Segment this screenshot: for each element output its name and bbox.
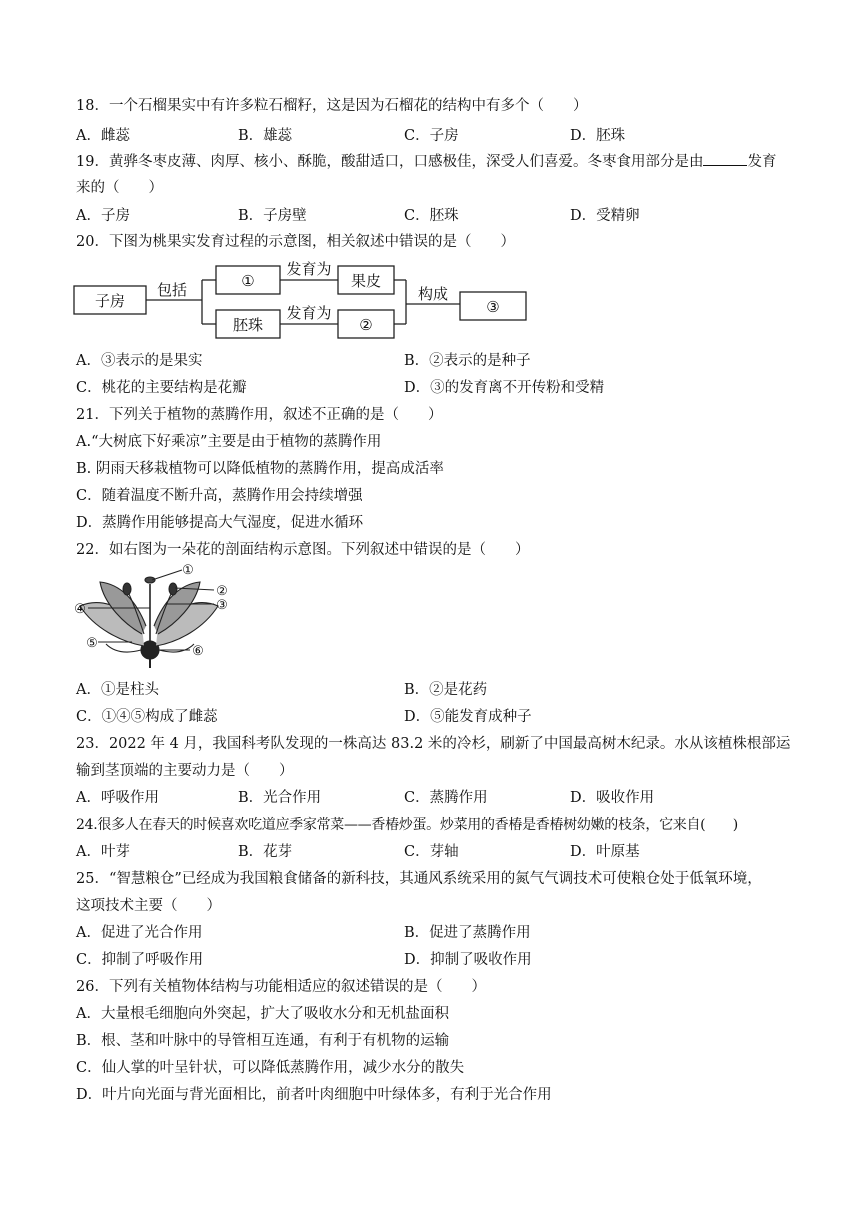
flower-label-5: ⑤ [86, 636, 98, 651]
q19-option-b: B．子房壁 [238, 208, 307, 224]
q18-option-c: C．子房 [404, 128, 459, 144]
develop-label-2: 发育为 [286, 304, 332, 322]
q22-option-a: A．①是柱头 [76, 682, 159, 698]
ovary-label: 子房 [94, 292, 126, 310]
q20-option-d: D．③的发育离不开传粉和受精 [404, 380, 605, 396]
ovule-label: 胚珠 [232, 316, 264, 334]
q19-stem-part1: 19．黄骅冬枣皮薄、肉厚、核小、酥脆，酸甜适口，口感极佳，深受人们喜爱。冬枣食用部分是由 [76, 154, 704, 170]
q25-option-c: C．抑制了呼吸作用 [76, 952, 204, 968]
form-label: 构成 [417, 285, 449, 303]
q22-option-d: D．⑤能发育成种子 [404, 709, 532, 725]
q26-option-c: C．仙人掌的叶呈针状，可以降低蒸腾作用，减少水分的散失 [76, 1060, 465, 1076]
box-2-label: ② [359, 316, 373, 334]
q26-option-a: A．大量根毛细胞向外突起，扩大了吸收水分和无机盐面积 [76, 1006, 449, 1022]
q24-option-a: A．叶芽 [76, 844, 130, 860]
q21-option-d: D．蒸腾作用能够提高大气湿度，促进水循环 [76, 515, 364, 531]
q23-option-a: A．呼吸作用 [76, 790, 159, 806]
fruit-development-diagram [66, 258, 536, 346]
box-1-label: ① [241, 272, 255, 290]
q26-option-b: B．根、茎和叶脉中的导管相互连通，有利于有机物的运输 [76, 1033, 450, 1049]
q22-stem: 22．如右图为一朵花的剖面结构示意图。下列叙述中错误的是（ ） [76, 542, 530, 558]
q20-option-c: C．桃花的主要结构是花瓣 [76, 380, 247, 396]
q20-option-b: B．②表示的是种子 [404, 353, 531, 369]
q23-option-c: C．蒸腾作用 [404, 790, 488, 806]
q18-stem: 18．一个石榴果实中有许多粒石榴籽，这是因为石榴花的结构中有多个（ ） [76, 98, 588, 114]
flower-label-1: ① [182, 564, 194, 578]
q23-option-d: D．吸收作用 [570, 790, 655, 806]
q23-option-b: B．光合作用 [238, 790, 322, 806]
q20-stem: 20．下图为桃果实发育过程的示意图，相关叙述中错误的是（ ） [76, 234, 515, 250]
develop-label-1: 发育为 [286, 260, 332, 278]
q20-option-a: A．③表示的是果实 [76, 353, 203, 369]
q21-option-a: A.“大树底下好乘凉”主要是由于植物的蒸腾作用 [76, 434, 382, 450]
q25-stem-line1: 25．“智慧粮仓”已经成为我国粮食储备的新科技，其通风系统采用的氮气气调技术可使粮仓处于低氧环境， [76, 871, 762, 887]
flower-section-diagram [66, 564, 236, 676]
q24-option-b: B．花芽 [238, 844, 293, 860]
q18-option-d: D．胚珠 [570, 128, 626, 144]
q19-answer-blank [703, 151, 747, 166]
q18-option-a: A．雌蕊 [76, 128, 130, 144]
q19-stem [76, 151, 776, 172]
flower-label-2: ② [216, 584, 228, 599]
flower-label-3: ③ [216, 598, 228, 613]
q19-option-d: D．受精卵 [570, 208, 640, 224]
q18-option-b: B．雄蕊 [238, 128, 293, 144]
q19-option-a: A．子房 [76, 208, 130, 224]
q19-stem-part2: 发育 [747, 154, 777, 170]
q24-option-d: D．叶原基 [570, 844, 640, 860]
q24-stem: 24.很多人在春天的时候喜欢吃道应季家常菜——香椿炒蛋。炒菜用的香椿是香椿树幼嫩的枝条，它来自( ) [76, 817, 738, 833]
q25-stem-line2: 这项技术主要（ ） [76, 898, 221, 914]
q26-option-d: D．叶片向光面与背光面相比，前者叶肉细胞中叶绿体多，有利于光合作用 [76, 1087, 552, 1103]
peel-label: 果皮 [350, 272, 382, 290]
q22-option-b: B．②是花药 [404, 682, 488, 698]
q25-option-d: D．抑制了吸收作用 [404, 952, 532, 968]
q23-stem-line1: 23．2022 年 4 月，我国科考队发现的一株高达 83.2 米的冷杉，刷新了中国最高树木纪录。水从该植株根部运 [76, 736, 791, 752]
q19-option-c: C．胚珠 [404, 208, 459, 224]
flower-label-4: ④ [74, 602, 86, 617]
q19-stem-line2: 来的（ ） [76, 180, 163, 196]
include-label: 包括 [156, 281, 188, 299]
q24-option-c: C．芽轴 [404, 844, 459, 860]
q22-option-c: C．①④⑤构成了雌蕊 [76, 709, 218, 725]
q25-option-a: A．促进了光合作用 [76, 925, 203, 941]
q23-stem-line2: 输到茎顶端的主要动力是（ ） [76, 763, 294, 779]
q21-stem: 21．下列关于植物的蒸腾作用，叙述不正确的是（ ） [76, 407, 443, 423]
q26-stem: 26．下列有关植物体结构与功能相适应的叙述错误的是（ ） [76, 979, 486, 995]
q21-option-b: B. 阴雨天移栽植物可以降低植物的蒸腾作用，提高成活率 [76, 461, 444, 477]
q21-option-c: C．随着温度不断升高，蒸腾作用会持续增强 [76, 488, 363, 504]
flower-label-6: ⑥ [192, 644, 204, 659]
box-3-label: ③ [486, 298, 500, 316]
q25-option-b: B．促进了蒸腾作用 [404, 925, 531, 941]
